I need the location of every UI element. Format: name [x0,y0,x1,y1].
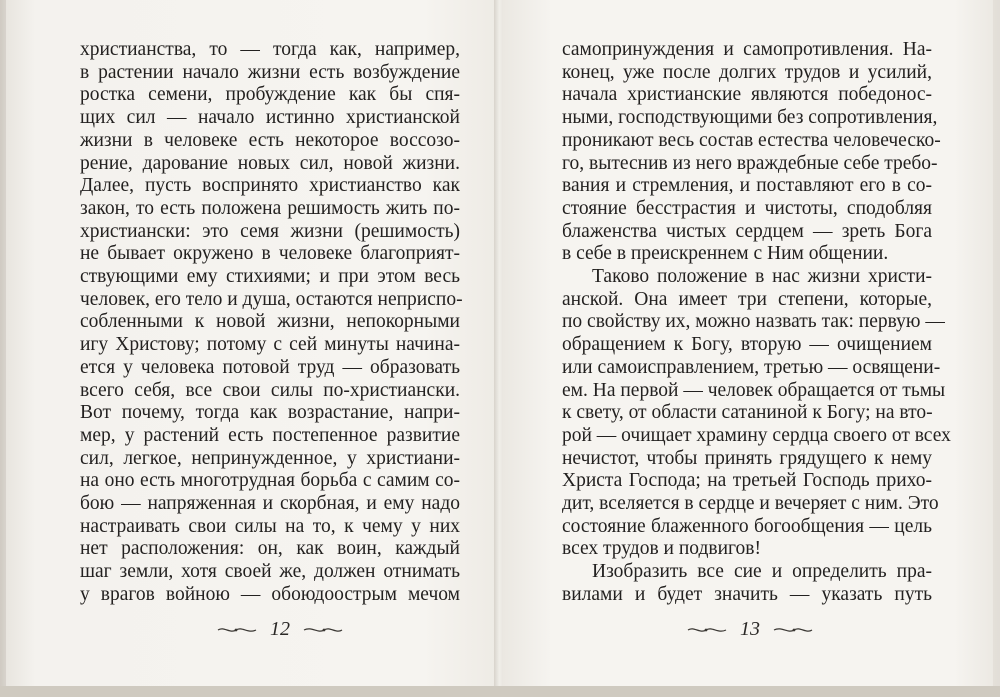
text-line: в себе в преискреннем с Ним общении. [562,243,889,265]
text-line: состояние блаженного богообщения — цель [562,515,932,537]
left-page-text [80,39,463,607]
text-line: конец, уже после долгих трудов и усилий, [562,61,932,83]
text-line: настраивать свои силы на то, к чему у них [80,515,460,537]
text-line: щих сил — начало истинно христианской [80,107,460,129]
text-line: вания и стремления, и поставляют его в со- [562,175,932,197]
folio-ornament-left-icon [216,625,258,635]
text-line: ростка семени, пробуждение как бы спя- [80,84,460,106]
text-line: в растении начало жизни есть возбуждение [80,61,460,83]
left-page [6,0,496,688]
folio-ornament-left-icon [686,625,728,635]
text-line: рой — очищает храмину сердца своего от всех [562,424,951,446]
text-line: на оно есть многотрудная борьба с самим со- [80,470,460,492]
text-line: Таково положение в нас жизни христи- [592,266,932,288]
text-line: проникают весь состав естества человеческо- [562,129,941,151]
text-line: начала христианские являются победонос- [562,84,932,106]
text-line: христианства, то — тогда как, например, [80,39,460,60]
text-line: христиански: это семя жизни (решимость) [80,220,460,242]
text-line: собленными к новой жизни, непокорными [80,311,460,333]
text-line: жизни в человеке есть некоторое воссозо- [80,129,460,151]
text-line: сил, легкое, непринужденное, у христиани- [80,447,460,469]
text-line: дит, вселяется в сердце и вечеряет с ним. Это [562,493,939,515]
text-line: Вот почему, тогда как возрастание, напри- [80,402,460,424]
text-line: ется у человека потовой труд — образовать [80,356,460,378]
folio-ornament-right-icon [302,625,344,635]
left-page-folio [216,618,344,641]
text-line: стояние бесстрастия и чистоты, сподобляя [562,197,932,219]
text-line: к свету, от области сатаниной к Богу; на вто- [562,402,933,424]
text-line: по свойству их, можно назвать так: первую — [562,311,945,333]
text-line: ем. На первой — человек обращается от тьмы [562,379,946,401]
text-line: мер, у растений есть постепенное развитие [80,424,460,446]
page-number: 12 [270,618,290,640]
text-line: Изобразить все сие и определить пра- [592,561,932,583]
text-line: блаженства чистых сердцем — зреть Бога [562,220,932,242]
right-page-text [562,39,951,607]
text-line: игу Христову; потому с сей минуты начина- [80,334,460,356]
folio-ornament-right-icon [772,625,814,635]
text-line: у врагов войною — обоюдоострым мечом [80,583,460,605]
page-number: 13 [740,618,760,640]
text-line: человек, его тело и душа, остаются неприспо- [80,288,463,310]
text-line: шаг земли, хотя своей же, должен отнимать [80,561,460,583]
text-line: анской. Она имеет три степени, которые, [562,288,932,310]
page-edges [0,686,1000,697]
text-line: рение, дарование новых сил, новой жизни. [80,152,460,174]
text-line: Христа Господа; на третьей Господь прихо- [562,470,932,492]
text-line: самопринуждения и самопротивления. На- [562,39,932,60]
text-line: закон, то есть положена решимость жить по- [80,197,460,219]
text-line: Далее, пусть воспринято христианство как [80,175,460,197]
text-line: всего себя, все свои силы по-христиански. [80,379,460,401]
text-line: или самоисправлением, третью — освящени- [562,356,941,378]
text-line: ствующими ему стихиями; и при этом весь [80,266,460,288]
text-line: не бывает окружено в человеке благоприят- [80,243,460,265]
text-line: вилами и будет значить — указать путь [562,583,932,605]
right-page [503,0,993,688]
text-line: го, вытеснив из него враждебные себе требо- [562,152,938,174]
text-line: всех трудов и подвигов! [562,538,761,560]
text-line: бою — напряженная и скорбная, и ему надо [80,493,460,515]
text-line: обращением к Богу, вторую — очищением [562,334,932,356]
text-line: нет расположения: он, как воин, каждый [80,538,460,560]
text-line: ными, господствующими без сопротивления, [562,107,938,129]
right-page-folio [686,618,814,641]
text-line: нечистот, чтобы принять грядущего к нему [562,447,932,469]
